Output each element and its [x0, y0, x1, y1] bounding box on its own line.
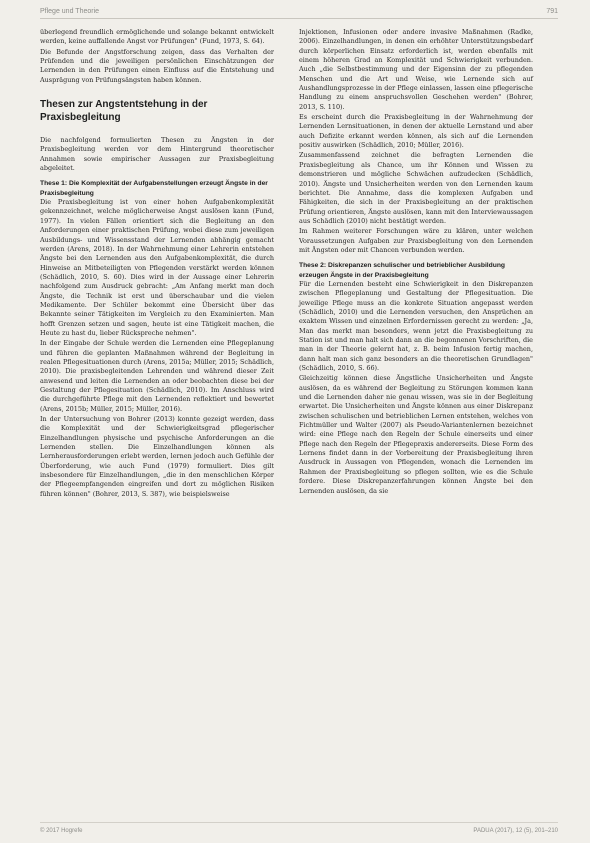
- thesis-heading: These 1: Die Komplexität der Aufgabenstellungen erzeugt Ängste in der Praxisbegleitung: [40, 180, 268, 197]
- paragraph: In der Eingabe der Schule werden die Lernenden eine Pflegeplanung und führen die geplanten Maßnahmen während der Begleitung in realen Pflegesituationen durch (Arens, 2015a; Müller, 2015; Schädlich, 2010). Die praxisbegleitenden Lehrenden und während dieser Zeit anwesend und leiten die Lernenden an oder beobachten diese bei der Gestaltung der Pflegesituation (Schädlich, 2010). Im Anschluss wird die durchgeführte Pflege mit den Lernenden reflektiert und bewertet (Arens, 2015b; Müller, 2015; Müller, 2016).: [40, 339, 274, 413]
- paragraph: Gleichzeitig können diese Ängstliche Unsicherheiten und Ängste auslösen, da es während der Begleitung zu Störungen kommen kann und die Lernenden daher nie genau wissen, was sie in der Begleitung erwartet. Die Unsicherheiten und Ängste können aus einer Diskrepanz zwischen schulischen und betrieblichen Lernen entstehen, welches von Fichtmüller und Walter (2007) als Pseudo-Variantenlernen bezeichnet wird: eine Pflege nach den Regeln der Schule einerseits und einer Pflege nach den Regeln der Pflegepraxis andererseits. Diese Form des Lernens findet dann in der Vorbereitung der Praxisbegleitung ihren Ausdruck in Aussagen von Pflegenden, wonach die Lernenden im Rahmen der Praxisbegleitung so pflegen sollten, wie es die Schule fordere. Diese Diskrepanzerfahrungen können Ängste bei den Lernenden auslösen, da sie: [299, 374, 534, 495]
- paragraph: Injektionen, Infusionen oder andere invasive Maßnahmen (Radke, 2006). Einzelhandlungen, in denen ein erhöhter Unterstützungsbedarf durch körperlichen Einsatz erforderlich ist, werden ebenfalls mit einem höheren Grad an Komplexität und Schwierigkeit verbunden. Auch „die Selbstbestimmung und der Eigensinn der zu pflegenden Menschen und die Art und Weise, wie Lernende sich auf Aushandlungsprozesse in der Pflege einlassen, lassen eine pflegerische Handlung zu einem anspruchsvollen Geschehen werden" (Bohrer, 2013, S. 110).: [299, 28, 533, 111]
- header-rule: [40, 18, 558, 19]
- footer-copyright: © 2017 Hogrefe: [40, 828, 83, 834]
- running-header: Pflege und Theorie: [40, 8, 100, 15]
- paragraph: Zusammenfassend zeichnet die befragten Lernenden die Praxisbegleitung als Chance, um ihr Können und Wissen zu demonstrieren und mögliche Schwächen aufzudecken (Schädlich, 2010). Ängste und Unsicherheiten werden von den Lernenden kaum berichtet. Die Annahme, dass die komplexen Aufgaben und Fähigkeiten, die sich in der Praxisbegleitung an der praktischen Prüfung orientieren, Ängste auslösen, kann mit den Interviewaussagen aus Schädlich (2010) nicht bestätigt werden.: [299, 151, 533, 225]
- paragraph: Die Befunde der Angstforschung zeigen, dass das Verhalten der Prüfenden und die jeweiligen persönlichen Einschätzungen der Lernenden in den Prüfungen einen Einfluss auf die Entstehung und Ausprägung von Prüfungsängsten haben können.: [40, 47, 274, 84]
- footer-citation: PADUA (2017), 12 (5), 201–210: [473, 828, 558, 834]
- section-heading: Thesen zur Angstentstehung in der Praxisbegleitung: [40, 99, 208, 123]
- paragraph: überlegend freundlich ermöglichende und solange bekannt entwickelt werden, keine auffallende Angst vor Prüfungen" (Fund, 1973, S. 64).: [40, 28, 274, 46]
- paragraph: Für die Lernenden besteht eine Schwierigkeit in den Diskrepanzen zwischen Pflegeplanung und Gestaltung der Pflegesituation. Die jeweilige Pflege muss an die konkrete Situation angepasst werden (Schädlich, 2010) und die Lernenden versuchen, den Ansprüchen an exaktem Wissen und einzelnen Erfordernissen gerecht zu werden: „Ja, Man das merkt man besonders, wenn jetzt die Praxisbegleitung zu Station ist und man halt sich dann an die begonnenen Vorschriften, die man in der Theorie gelernt hat, z. B. beim Infusion fertig machen, dann halt man sich ganz besonders an die theoretischen Grundlagen" (Schädlich, 2010, S. 66).: [299, 279, 533, 373]
- paragraph: Es erscheint durch die Praxisbegleitung in der Wahrnehmung der Lernenden Lernsituationen, in denen der aktuelle Lernstand und aber auch Defizite erkannt werden können, als sich auf die Lernenden positiv auswirken (Schädlich, 2010; Müller, 2016).: [299, 113, 533, 150]
- paragraph: In der Untersuchung von Bohrer (2013) konnte gezeigt werden, dass die Komplexität und der Schwierigkeitsgrad pflegerischer Einzelhandlungen physische und psychische Anforderungen an die Lernenden stellen. Die Einzelhandlungen können als Lernherausforderungen erlebt werden, lernen jedoch auch Gefühle der Überforderung, wie auch Fund (1979) formuliert. Dies gilt insbesondere für Einzelhandlungen, „die in den menschlichen Körper der Pflegeempfangenden eingreifen und dort zu möglichen Risiken führen können" (Bohrer, 2013, S. 387), wie beispielsweise: [40, 415, 274, 498]
- paragraph: Die Praxisbegleitung ist von einer hohen Aufgabenkomplexität gekennzeichnet, welche möglicherweise Angst auslösen kann (Fund, 1977). In vielen Fällen orientiert sich die Begleitung an den Anforderungen einer praktischen Prüfung, wobei diese zum jeweiligen Ausbildungs- und Wissensstand der Lernenden abhängig gemacht werden (Arens, 2018). In der Wahrnehmung einer Lehrerin entstehen Ängste bei den Lernenden aus den Aufgabenkomplexität, die durch Hinweise an Mitbeteiligten von Pflegenden verstärkt werden können (Schädlich, 2010, S. 60). Dies wird in der Aussage einer Lehrerin nachfolgend zum Ausdruck gebracht: „Am Anfang merkt man doch Ängste, die Technik ist erst und überschaubar und die vielen Medikamente. Der Schüler bekommt eine Übersicht über das Bekannte seiner Tätigkeiten im Vergleich zu den Examinierten. Man hofft Grenzen setzen und sagen, heute ist eine Tätigkeit machen, die Heute zu hast du, lieber Rückspreche nehmen".: [40, 198, 274, 337]
- footer-rule: [40, 822, 558, 823]
- paragraph: Im Rahmen weiterer Forschungen wäre zu klären, unter welchen Voraussetzungen Aufgaben zur Praxisbegleitung von den Lernenden mit Ängsten oder mit Chancen verbunden werden.: [299, 227, 533, 254]
- right-column: [299, 28, 533, 497]
- page-number: 791: [546, 8, 558, 15]
- paragraph: Die nachfolgend formulierten Thesen zu Ängsten in der Praxisbegleitung werden vor dem Hintergrund theoretischer Annahmen sowie empirischer Aussagen zur Praxisbegleitung abgeleitet.: [40, 136, 274, 173]
- thesis-heading: These 2: Diskrepanzen schulischer und betrieblicher Ausbildung erzeugen Ängste in der Praxisbegleitung: [299, 262, 505, 279]
- left-column: [40, 28, 274, 500]
